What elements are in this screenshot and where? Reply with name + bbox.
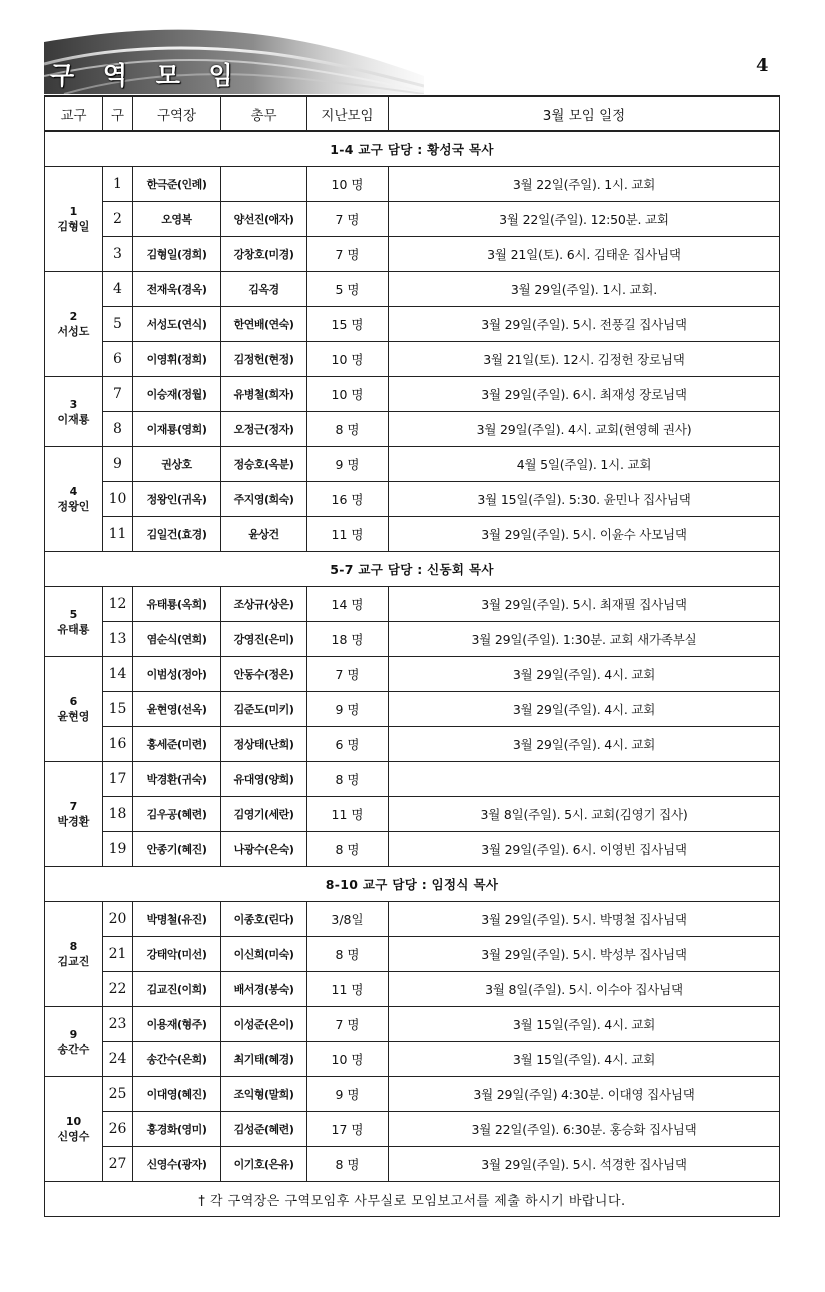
- district-cell: [45, 762, 103, 867]
- gu-number: 9: [103, 447, 133, 482]
- gu-leader: 김교진(이희): [133, 972, 221, 1007]
- table-row: [45, 727, 780, 762]
- gu-leader: 한극준(인례): [133, 167, 221, 202]
- gu-leader: 강태악(미선): [133, 937, 221, 972]
- footnote-row: [45, 1182, 780, 1217]
- district-cell: [45, 272, 103, 377]
- gu-chongmu: 김성준(혜련): [221, 1112, 307, 1147]
- last-meeting-count: 16 명: [307, 482, 389, 517]
- gu-number: 2: [103, 202, 133, 237]
- last-meeting-count: 10 명: [307, 342, 389, 377]
- last-meeting-count: 5 명: [307, 272, 389, 307]
- gu-chongmu: 오정근(정자): [221, 412, 307, 447]
- last-meeting-count: 15 명: [307, 307, 389, 342]
- district-number: 6: [69, 695, 78, 708]
- table-header-row: [45, 96, 780, 131]
- gu-number: 13: [103, 622, 133, 657]
- footnote-text: † 각 구역장은 구역모임후 사무실로 모임보고서를 제출 하시기 바랍니다.: [45, 1182, 780, 1217]
- last-meeting-count: 9 명: [307, 1077, 389, 1112]
- gu-chongmu: 정상태(난희): [221, 727, 307, 762]
- district-number: 7: [69, 800, 78, 813]
- gu-number: 16: [103, 727, 133, 762]
- district-cell: [45, 902, 103, 1007]
- table-row: [45, 762, 780, 797]
- gu-chongmu: 최기태(혜경): [221, 1042, 307, 1077]
- column-header-march-schedule: 3월 모임 일정: [389, 96, 780, 131]
- table-row: [45, 902, 780, 937]
- gu-leader: 이용재(형주): [133, 1007, 221, 1042]
- last-meeting-count: 7 명: [307, 657, 389, 692]
- march-schedule: 3월 29일(주일). 6시. 이영빈 집사님댁: [389, 832, 780, 867]
- gu-chongmu: 조상규(상은): [221, 587, 307, 622]
- gu-number: 26: [103, 1112, 133, 1147]
- gu-number: 25: [103, 1077, 133, 1112]
- gu-number: 3: [103, 237, 133, 272]
- table-row: [45, 657, 780, 692]
- section-title: 5-7 교구 담당 : 신동회 목사: [45, 552, 780, 587]
- table-row: [45, 1077, 780, 1112]
- last-meeting-count: 10 명: [307, 167, 389, 202]
- last-meeting-count: 11 명: [307, 517, 389, 552]
- gu-chongmu: 김준도(미키): [221, 692, 307, 727]
- district-cell: [45, 377, 103, 447]
- gu-number: 27: [103, 1147, 133, 1182]
- gu-number: 20: [103, 902, 133, 937]
- gu-chongmu: 유병철(희자): [221, 377, 307, 412]
- district-leader-name: 김교진: [57, 955, 90, 968]
- column-header-last-meeting: 지난모임: [307, 96, 389, 131]
- gu-leader: 서성도(연식): [133, 307, 221, 342]
- district-leader-name: 서성도: [57, 325, 90, 338]
- table-row: [45, 307, 780, 342]
- last-meeting-count: 7 명: [307, 202, 389, 237]
- column-header-gu: 구: [103, 96, 133, 131]
- gu-number: 1: [103, 167, 133, 202]
- district-cell: [45, 167, 103, 272]
- march-schedule: 3월 29일(주일). 1시. 교회.: [389, 272, 780, 307]
- last-meeting-count: 8 명: [307, 1147, 389, 1182]
- gu-chongmu: 이신희(미숙): [221, 937, 307, 972]
- march-schedule: 3월 15일(주일). 5:30. 윤민나 집사님댁: [389, 482, 780, 517]
- table-row: [45, 412, 780, 447]
- column-header-chongmu: 총무: [221, 96, 307, 131]
- gu-leader: 박경환(귀숙): [133, 762, 221, 797]
- gu-chongmu: 양선진(애자): [221, 202, 307, 237]
- page-number: 4: [756, 55, 769, 76]
- gu-leader: 유태룡(옥희): [133, 587, 221, 622]
- district-number: 3: [69, 397, 78, 411]
- gu-leader: 정왕인(귀옥): [133, 482, 221, 517]
- district-leader-name: 정왕인: [57, 500, 90, 513]
- gu-number: 17: [103, 762, 133, 797]
- gu-chongmu: 안동수(정은): [221, 657, 307, 692]
- district-cell: [45, 587, 103, 657]
- gu-number: 14: [103, 657, 133, 692]
- gu-chongmu: [221, 167, 307, 202]
- gu-chongmu: 한연배(연숙): [221, 307, 307, 342]
- district-leader-name: 신영수: [57, 1130, 90, 1143]
- table-row: [45, 692, 780, 727]
- march-schedule: 3월 29일(주일). 1:30분. 교회 새가족부실: [389, 622, 780, 657]
- district-meeting-table: [44, 95, 780, 1217]
- last-meeting-count: 10 명: [307, 377, 389, 412]
- district-cell: [45, 447, 103, 552]
- gu-leader: 이범성(정아): [133, 657, 221, 692]
- gu-leader: 이대영(혜진): [133, 1077, 221, 1112]
- table-row: [45, 342, 780, 377]
- gu-chongmu: 주지영(희숙): [221, 482, 307, 517]
- district-cell: [45, 657, 103, 762]
- district-leader-name: 김형일: [57, 220, 90, 233]
- last-meeting-count: 9 명: [307, 692, 389, 727]
- march-schedule: 3월 22일(주일). 12:50분. 교회: [389, 202, 780, 237]
- last-meeting-count: 7 명: [307, 1007, 389, 1042]
- district-cell: [45, 1077, 103, 1182]
- gu-leader: 박명철(유진): [133, 902, 221, 937]
- table-row: [45, 1042, 780, 1077]
- march-schedule: 3월 8일(주일). 5시. 교회(김영기 집사): [389, 797, 780, 832]
- table-row: [45, 832, 780, 867]
- march-schedule: 3월 29일(주일). 5시. 석경한 집사님댁: [389, 1147, 780, 1182]
- page-title: 구 역 모 임: [50, 61, 243, 90]
- table-row: [45, 377, 780, 412]
- gu-chongmu: 강창호(미경): [221, 237, 307, 272]
- table-row: [45, 1112, 780, 1147]
- section-title: 8-10 교구 담당 : 임정식 목사: [45, 867, 780, 902]
- district-leader-name: 유태룡: [57, 622, 90, 636]
- table-row: [45, 972, 780, 1007]
- district-leader-name: 송간수: [57, 1042, 90, 1056]
- gu-chongmu: 김정헌(현정): [221, 342, 307, 377]
- last-meeting-count: 3/8일: [307, 902, 389, 937]
- table-row: [45, 202, 780, 237]
- table-row: [45, 167, 780, 202]
- table-row: [45, 622, 780, 657]
- district-leader-name: 박경환: [57, 815, 90, 828]
- last-meeting-count: 8 명: [307, 832, 389, 867]
- gu-number: 7: [103, 377, 133, 412]
- march-schedule: 3월 29일(주일). 4시. 교회(현영혜 권사): [389, 412, 780, 447]
- gu-number: 23: [103, 1007, 133, 1042]
- march-schedule: 3월 15일(주일). 4시. 교회: [389, 1007, 780, 1042]
- gu-chongmu: 배서경(봉숙): [221, 972, 307, 1007]
- march-schedule: 3월 29일(주일). 5시. 전풍길 집사님댁: [389, 307, 780, 342]
- district-number: 9: [69, 1027, 78, 1041]
- district-cell: [45, 1007, 103, 1077]
- gu-chongmu: 이성준(은이): [221, 1007, 307, 1042]
- march-schedule: 3월 21일(토). 6시. 김태운 집사님댁: [389, 237, 780, 272]
- gu-number: 12: [103, 587, 133, 622]
- last-meeting-count: 8 명: [307, 412, 389, 447]
- district-number: 5: [69, 607, 78, 621]
- gu-chongmu: 윤상건: [221, 517, 307, 552]
- gu-number: 18: [103, 797, 133, 832]
- table-row: [45, 587, 780, 622]
- gu-leader: 오영복: [133, 202, 221, 237]
- column-header-gyogu: 교구: [45, 96, 103, 131]
- table-row: [45, 797, 780, 832]
- last-meeting-count: 18 명: [307, 622, 389, 657]
- last-meeting-count: 17 명: [307, 1112, 389, 1147]
- march-schedule: 3월 29일(주일) 4:30분. 이대영 집사님댁: [389, 1077, 780, 1112]
- gu-number: 22: [103, 972, 133, 1007]
- march-schedule: 3월 8일(주일). 5시. 이수아 집사님댁: [389, 972, 780, 1007]
- gu-chongmu: 유대영(양희): [221, 762, 307, 797]
- gu-number: 24: [103, 1042, 133, 1077]
- gu-number: 10: [103, 482, 133, 517]
- gu-number: 15: [103, 692, 133, 727]
- gu-leader: 이승재(정월): [133, 377, 221, 412]
- gu-leader: 홍경화(영미): [133, 1112, 221, 1147]
- table-row: [45, 447, 780, 482]
- last-meeting-count: 6 명: [307, 727, 389, 762]
- march-schedule: 3월 29일(주일). 4시. 교회: [389, 657, 780, 692]
- last-meeting-count: 11 명: [307, 972, 389, 1007]
- gu-leader: 신영수(광자): [133, 1147, 221, 1182]
- section-title: 1-4 교구 담당 : 황성국 목사: [45, 131, 780, 167]
- gu-leader: 전재욱(경옥): [133, 272, 221, 307]
- gu-number: 21: [103, 937, 133, 972]
- march-schedule: 3월 29일(주일). 5시. 이윤수 사모님댁: [389, 517, 780, 552]
- gu-leader: 김형일(경희): [133, 237, 221, 272]
- march-schedule: 3월 15일(주일). 4시. 교회: [389, 1042, 780, 1077]
- section-header-row: [45, 131, 780, 167]
- gu-leader: 권상호: [133, 447, 221, 482]
- march-schedule: [389, 762, 780, 797]
- gu-number: 4: [103, 272, 133, 307]
- gu-chongmu: 이기호(은유): [221, 1147, 307, 1182]
- march-schedule: 3월 29일(주일). 6시. 최재성 장로님댁: [389, 377, 780, 412]
- district-number: 4: [69, 485, 78, 498]
- gu-leader: 이영휘(정희): [133, 342, 221, 377]
- gu-chongmu: 정승호(옥분): [221, 447, 307, 482]
- district-leader-name: 이재룡: [57, 412, 90, 426]
- district-number: 2: [69, 310, 78, 323]
- last-meeting-count: 14 명: [307, 587, 389, 622]
- last-meeting-count: 9 명: [307, 447, 389, 482]
- district-number: 1: [69, 205, 78, 218]
- march-schedule: 3월 22일(주일). 6:30분. 홍승화 집사님댁: [389, 1112, 780, 1147]
- district-number: 10: [65, 1115, 82, 1128]
- table-row: [45, 1147, 780, 1182]
- gu-leader: 홍세준(미련): [133, 727, 221, 762]
- march-schedule: 3월 29일(주일). 4시. 교회: [389, 692, 780, 727]
- march-schedule: 3월 22일(주일). 1시. 교회: [389, 167, 780, 202]
- gu-leader: 김일건(효경): [133, 517, 221, 552]
- last-meeting-count: 10 명: [307, 1042, 389, 1077]
- last-meeting-count: 11 명: [307, 797, 389, 832]
- gu-leader: 송간수(은희): [133, 1042, 221, 1077]
- district-leader-name: 윤현영: [57, 710, 90, 723]
- table-row: [45, 517, 780, 552]
- gu-leader: 김우공(혜련): [133, 797, 221, 832]
- table-row: [45, 1007, 780, 1042]
- march-schedule: 3월 21일(토). 12시. 김정헌 장로님댁: [389, 342, 780, 377]
- section-header-row: [45, 867, 780, 902]
- gu-number: 5: [103, 307, 133, 342]
- last-meeting-count: 8 명: [307, 937, 389, 972]
- gu-chongmu: 김옥경: [221, 272, 307, 307]
- gu-chongmu: 강영진(은미): [221, 622, 307, 657]
- table-row: [45, 482, 780, 517]
- last-meeting-count: 7 명: [307, 237, 389, 272]
- gu-number: 8: [103, 412, 133, 447]
- table-row: [45, 937, 780, 972]
- gu-chongmu: 나광수(은숙): [221, 832, 307, 867]
- table-row: [45, 237, 780, 272]
- gu-leader: 안종기(혜진): [133, 832, 221, 867]
- section-header-row: [45, 552, 780, 587]
- district-number: 8: [69, 940, 78, 953]
- gu-chongmu: 이종호(린다): [221, 902, 307, 937]
- column-header-leader: 구역장: [133, 96, 221, 131]
- gu-number: 19: [103, 832, 133, 867]
- gu-number: 6: [103, 342, 133, 377]
- gu-number: 11: [103, 517, 133, 552]
- gu-leader: 윤현영(선옥): [133, 692, 221, 727]
- march-schedule: 3월 29일(주일). 5시. 박명철 집사님댁: [389, 902, 780, 937]
- table-row: [45, 272, 780, 307]
- gu-chongmu: 김영기(세란): [221, 797, 307, 832]
- march-schedule: 4월 5일(주일). 1시. 교회: [389, 447, 780, 482]
- march-schedule: 3월 29일(주일). 5시. 최재필 집사님댁: [389, 587, 780, 622]
- gu-leader: 염순식(연희): [133, 622, 221, 657]
- last-meeting-count: 8 명: [307, 762, 389, 797]
- march-schedule: 3월 29일(주일). 5시. 박성부 집사님댁: [389, 937, 780, 972]
- march-schedule: 3월 29일(주일). 4시. 교회: [389, 727, 780, 762]
- gu-leader: 이재룡(영희): [133, 412, 221, 447]
- gu-chongmu: 조익형(말희): [221, 1077, 307, 1112]
